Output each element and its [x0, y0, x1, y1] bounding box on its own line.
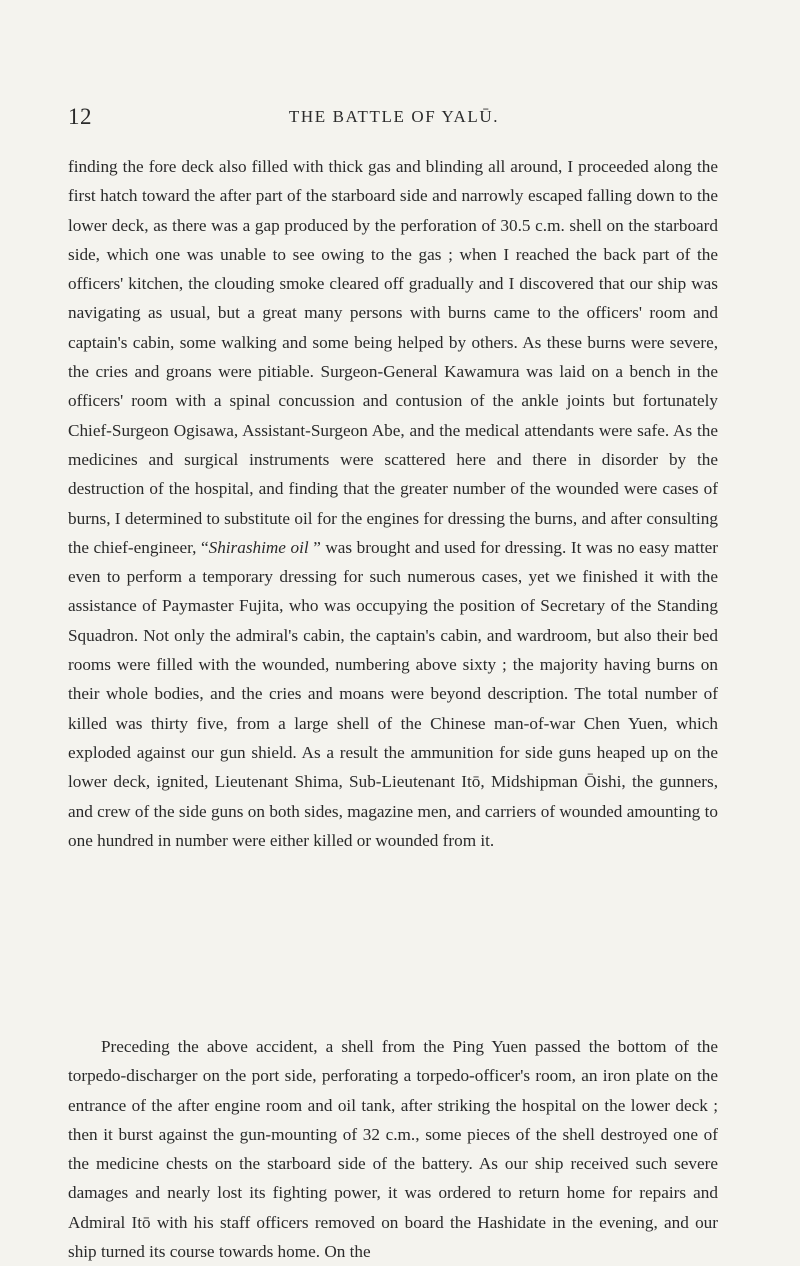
- paragraph-1-text-start: finding the fore deck also filled with thick gas and blinding all around, I proceeded along the first hatch toward the after part of the starboard side and narrowly escaped falling down to the lower deck, as there was a gap produced by the perforation of 30.5 c.m. shell on the starboard side, which one was unable to see owing to the gas ; when I reached the back part of the officers' kitchen, the clouding smoke cleared off gradually and I discovered that our ship was navigating as usual, but a great many persons with burns came to the officers' room and captain's cabin, some walking and some being helped by others. As these burns were severe, the cries and groans were pitiable. Surgeon-General Kawamura was laid on a bench in the officers' room with a spinal concussion and contusion of the ankle joints but fortunately Chief-Surgeon Ogisawa, Assistant-Surgeon Abe, and the medical attendants were safe. As the medicines and surgical instruments were scattered here and there in disorder by the destruction of the hospital, and finding that the greater number of the wounded were cases of burns, I determined to substitute oil for the engines for dressing the burns, and after consulting the chief-engineer, “: [68, 157, 718, 557]
- oil-name-italic: Shirashime oil: [208, 537, 309, 557]
- paragraph-1: [68, 152, 718, 1032]
- paragraph-1-text-end: ” was brought and used for dressing. It was no easy matter even to perform a temporary dressing for such numerous cases, yet we finished it with the assistance of Paymaster Fujita, who was occupying the position of Secretary of the Standing Squadron. Not only the admiral's cabin, the captain's cabin, and wardroom, but also their bed rooms were filled with the wounded, numbering above sixty ; the majority having burns on their whole bodies, and the cries and moans were beyond description. The total number of killed was thirty five, from a large shell of the Chinese man-of-war Chen Yuen, which exploded against our gun shield. As a result the ammunition for side guns heaped up on the lower deck, ignited, Lieutenant Shima, Sub-Lieutenant Itō, Midshipman Ōishi, the gunners, and crew of the side guns on both sides, magazine men, and carriers of wounded amounting to one hundred in number were either killed or wounded from it.: [68, 537, 718, 850]
- paragraph-2: Preceding the above accident, a shell from the Ping Yuen passed the bottom of the torpedo-discharger on the port side, perforating a torpedo-officer's room, an iron plate on the entrance of the after engine room and oil tank, after striking the hospital on the lower deck ; then it burst against the gun-mounting of 32 c.m., some pieces of the shell destroyed one of the medicine chests on the starboard side of the battery. As our ship received such severe damages and nearly lost its fighting power, it was ordered to return home for repairs and Admiral Itō with his staff officers removed on board the Hashidate in the evening, and our ship turned its course towards home. On the: [68, 1037, 718, 1262]
- running-head: THE BATTLE OF YALŪ.: [288, 107, 500, 126]
- page-number: 12: [68, 104, 92, 129]
- body-text: [68, 152, 718, 1266]
- page-header: [68, 104, 720, 130]
